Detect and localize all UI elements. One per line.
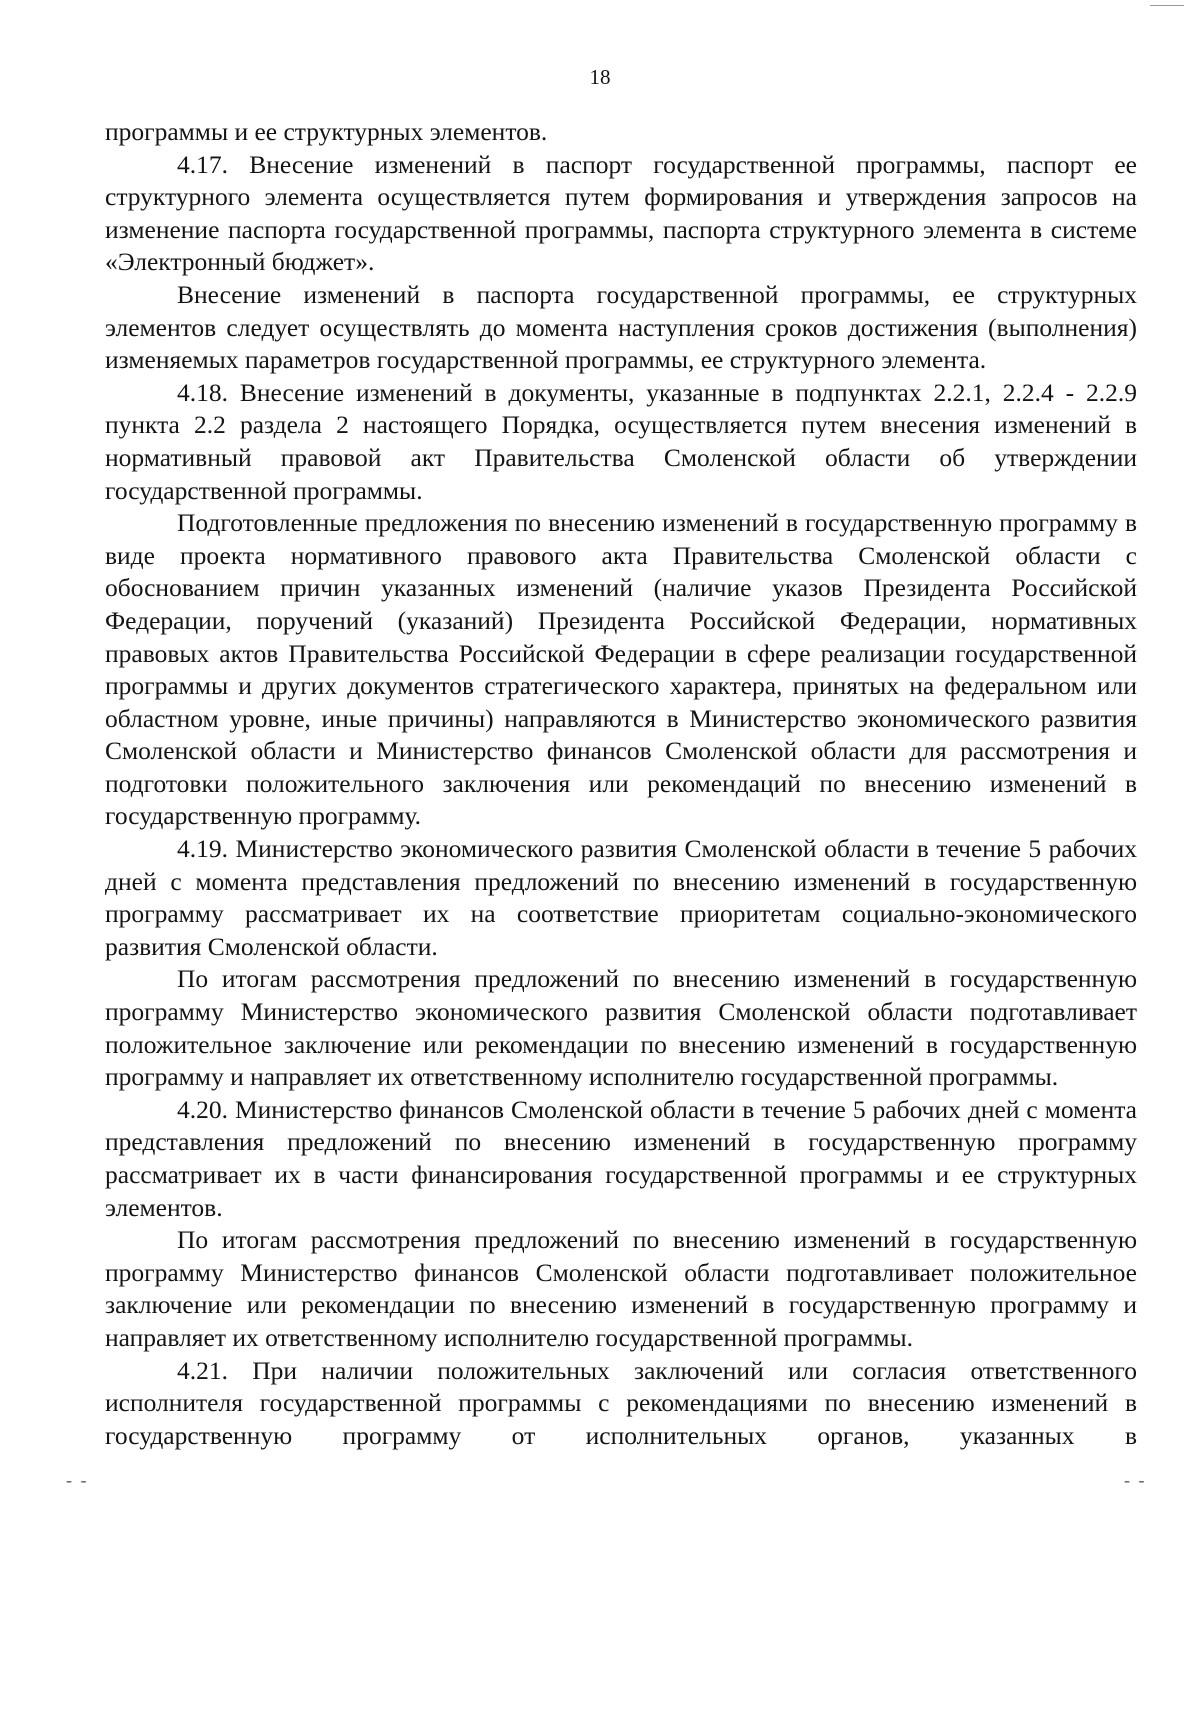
- paragraph-finance-review-results: По итогам рассмотрения предложений по внесению изменений в государственную программу Министерство финансов Смоленской области подготавливает положительное заключение или рекомендации по внесению изменений в государственную программу и направляет их ответственному исполнителю государственной программы.: [105, 1225, 1137, 1352]
- paragraph-passport-changes: Внесение изменений в паспорта государственной программы, ее структурных элементов следует осуществлять до момента наступления сроков достижения (выполнения) изменяемых параметров государственной программы, ее структурного элемента.: [105, 279, 1137, 375]
- scan-edge-mark: [1150, 5, 1184, 6]
- paragraph-4-17: 4.17. Внесение изменений в паспорт государственной программы, паспорт ее структурного элемента осуществляется путем формирования и утверждения запросов на изменение паспорта государственной программы, паспорта структурного элемента в системе «Электронный бюджет».: [105, 149, 1137, 277]
- paragraph-4-20: 4.20. Министерство финансов Смоленской области в течение 5 рабочих дней с момента представления предложений по внесению изменений в государственную программу рассматривает их в части финансирования государственной программы и ее структурных элементов.: [105, 1094, 1137, 1222]
- paragraph-4-21: 4.21. При наличии положительных заключений или согласия ответственного исполнителя государственной программы с рекомендациями по внесению изменений в государственную программу от исполнительных органов, указанных в: [105, 1355, 1137, 1450]
- scan-margin-mark-right: - -: [1124, 1470, 1147, 1490]
- paragraph-economic-review-results: По итогам рассмотрения предложений по внесению изменений в государственную программу Министерство экономического развития Смоленской области подготавливает положительное заключение или рекомендации по внесению изменений в государственную программу и направляет их ответственному исполнителю государственной программы.: [105, 964, 1137, 1092]
- paragraph-prepared-proposals: Подготовленные предложения по внесению изменений в государственную программу в виде проекта нормативного правового акта Правительства Смоленской области с обоснованием причин указанных изменений (наличие указов Президента Российской Федерации, поручений (указаний) Президента Российской Федерации, нормативных правовых актов Правительства Российской Федерации в сфере реализации государственной программы и других документов стратегического характера, принятых на федеральном или областном уровне, иные причины) направляются в Министерство экономического развития Смоленской области и Министерство финансов Смоленской области для рассмотрения и подготовки положительного заключения или рекомендаций по внесению изменений в государственную программу.: [105, 508, 1137, 831]
- document-body: [105, 116, 1137, 1452]
- paragraph-4-19: 4.19. Министерство экономического развития Смоленской области в течение 5 рабочих дней с момента представления предложений по внесению изменений в государственную программу рассматривает их на соответствие приоритетам социально-экономического развития Смоленской области.: [105, 834, 1137, 961]
- paragraph-4-18: 4.18. Внесение изменений в документы, указанные в подпунктах 2.2.1, 2.2.4 - 2.2.9 пункта 2.2 раздела 2 настоящего Порядка, осуществляется путем внесения изменений в нормативный правовой акт Правительства Смоленской области об утверждении государственной программы.: [105, 377, 1137, 505]
- scan-margin-mark-left: - -: [66, 1470, 89, 1490]
- paragraph-continuation: программы и ее структурных элементов.: [105, 117, 548, 146]
- page-number: 18: [589, 65, 611, 89]
